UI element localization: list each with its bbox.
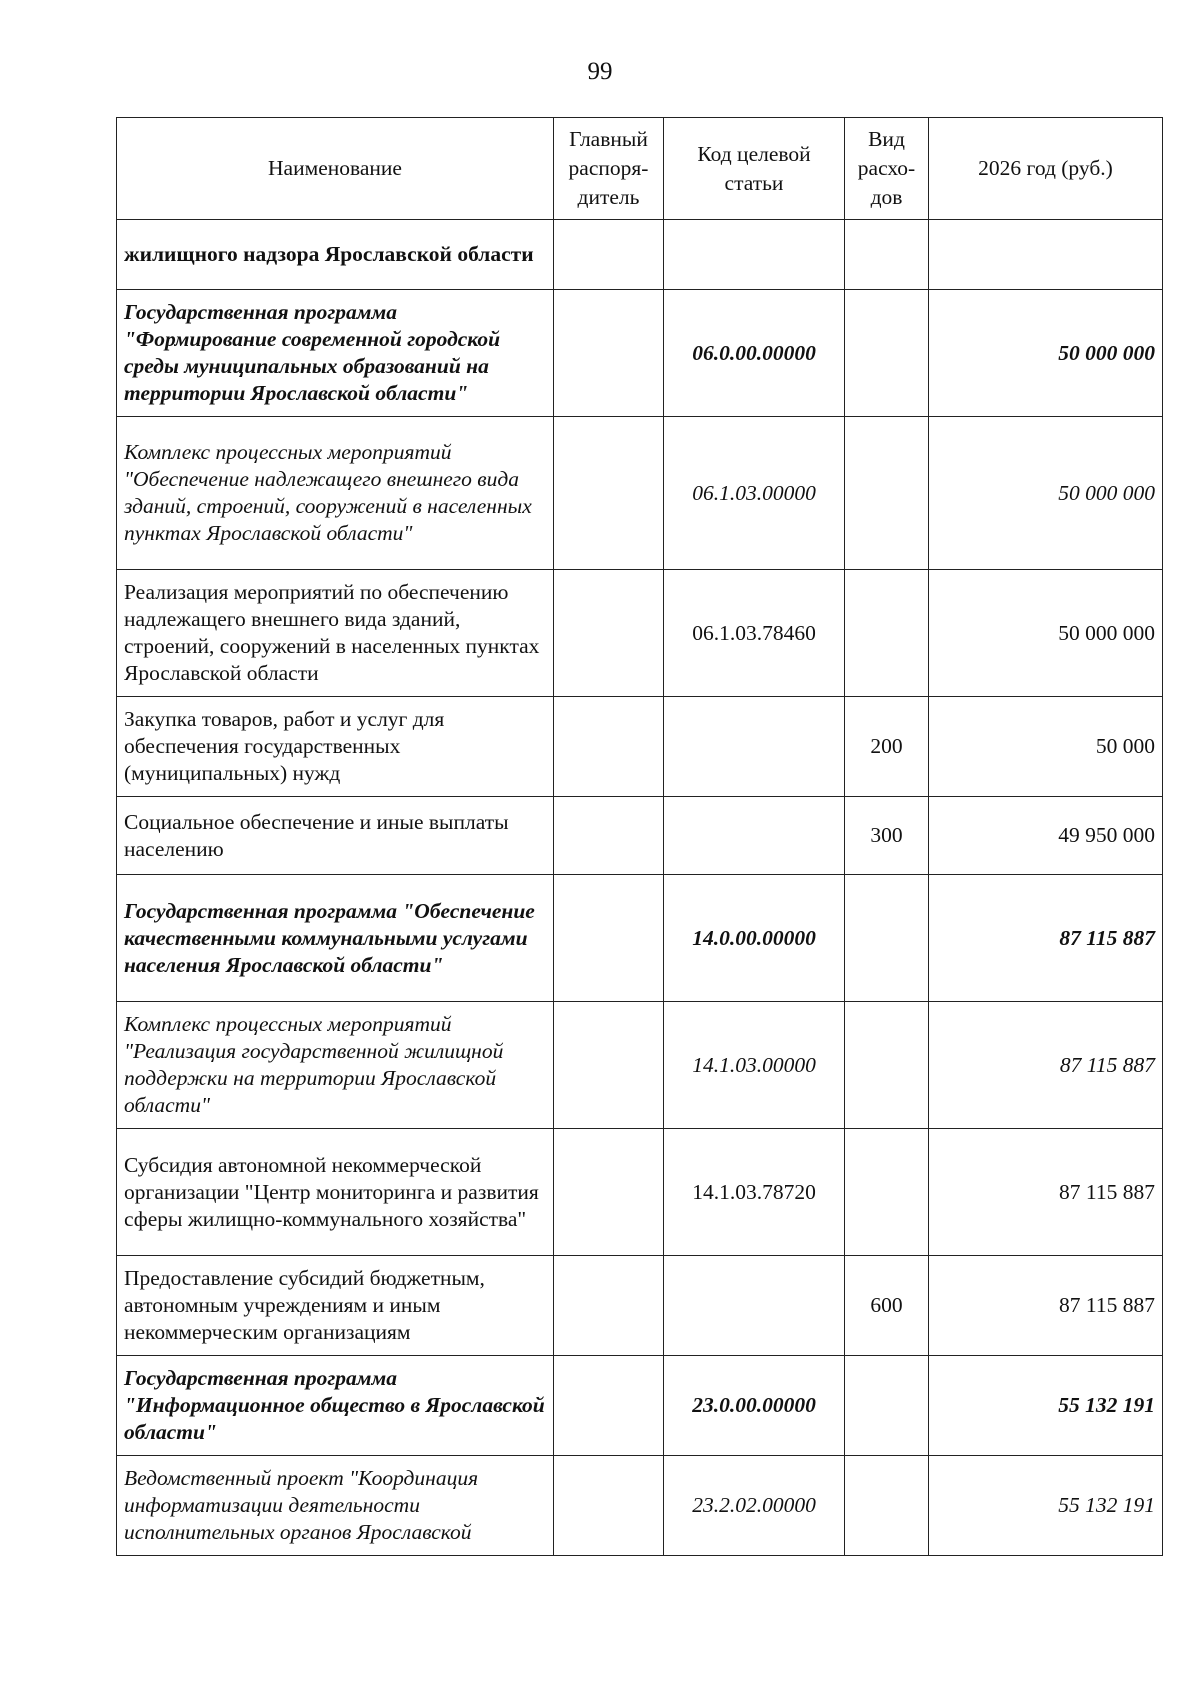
- cell-amount: 50 000 000: [929, 417, 1163, 570]
- cell-code: [664, 220, 845, 290]
- cell-code: [664, 797, 845, 875]
- cell-amount: 50 000 000: [929, 570, 1163, 697]
- header-kind: Вид расхо-дов: [845, 118, 929, 220]
- cell-kind: [845, 290, 929, 417]
- cell-kind: 600: [845, 1256, 929, 1356]
- cell-name: Государственная программа "Обеспечение качественными коммунальными услугами населения Ярославской области": [117, 875, 554, 1002]
- cell-name: Государственная программа "Информационное общество в Ярославской области": [117, 1356, 554, 1456]
- cell-name: жилищного надзора Ярославской области: [117, 220, 554, 290]
- budget-table: [116, 117, 1163, 1556]
- table-row: [117, 697, 1163, 797]
- cell-name: Реализация мероприятий по обеспечению надлежащего внешнего вида зданий, строений, сооружений в населенных пунктах Ярославской области: [117, 570, 554, 697]
- cell-kind: [845, 1356, 929, 1456]
- table-row: [117, 220, 1163, 290]
- cell-code: 23.2.02.00000: [664, 1456, 845, 1556]
- cell-amount: 87 115 887: [929, 1002, 1163, 1129]
- table-row: [117, 1002, 1163, 1129]
- cell-manager: [554, 570, 664, 697]
- table-row: [117, 570, 1163, 697]
- table-row: [117, 1256, 1163, 1356]
- cell-code: 06.0.00.00000: [664, 290, 845, 417]
- cell-manager: [554, 1456, 664, 1556]
- header-manager: Главный распоря-дитель: [554, 118, 664, 220]
- cell-amount: [929, 220, 1163, 290]
- cell-manager: [554, 1256, 664, 1356]
- cell-amount: 87 115 887: [929, 1129, 1163, 1256]
- cell-kind: 300: [845, 797, 929, 875]
- cell-code: 06.1.03.00000: [664, 417, 845, 570]
- table-row: [117, 875, 1163, 1002]
- cell-code: 14.1.03.78720: [664, 1129, 845, 1256]
- table-header-row: [117, 118, 1163, 220]
- cell-code: 06.1.03.78460: [664, 570, 845, 697]
- header-code: Код целевой статьи: [664, 118, 845, 220]
- cell-kind: [845, 1129, 929, 1256]
- cell-amount: 55 132 191: [929, 1356, 1163, 1456]
- cell-code: 14.0.00.00000: [664, 875, 845, 1002]
- cell-manager: [554, 875, 664, 1002]
- header-amount: 2026 год (руб.): [929, 118, 1163, 220]
- cell-kind: [845, 875, 929, 1002]
- cell-manager: [554, 417, 664, 570]
- cell-manager: [554, 797, 664, 875]
- cell-manager: [554, 1129, 664, 1256]
- cell-kind: [845, 1002, 929, 1129]
- table-row: [117, 1356, 1163, 1456]
- cell-code: 23.0.00.00000: [664, 1356, 845, 1456]
- cell-name: Государственная программа "Формирование современной городской среды муниципальных образований на территории Ярославской области": [117, 290, 554, 417]
- cell-amount: 55 132 191: [929, 1456, 1163, 1556]
- cell-kind: [845, 220, 929, 290]
- cell-name: Социальное обеспечение и иные выплаты населению: [117, 797, 554, 875]
- cell-manager: [554, 697, 664, 797]
- cell-name: Субсидия автономной некоммерческой организации "Центр мониторинга и развития сферы жилищно-коммунального хозяйства": [117, 1129, 554, 1256]
- cell-name: Ведомственный проект "Координация информатизации деятельности исполнительных органов Ярославской: [117, 1456, 554, 1556]
- page-number: 99: [587, 58, 613, 85]
- cell-code: [664, 1256, 845, 1356]
- cell-amount: 50 000 000: [929, 290, 1163, 417]
- cell-name: Предоставление субсидий бюджетным, автономным учреждениям и иным некоммерческим организациям: [117, 1256, 554, 1356]
- cell-manager: [554, 220, 664, 290]
- table-row: [117, 1129, 1163, 1256]
- cell-amount: 87 115 887: [929, 875, 1163, 1002]
- table-row: [117, 417, 1163, 570]
- table-row: [117, 290, 1163, 417]
- cell-name: Закупка товаров, работ и услуг для обеспечения государственных (муниципальных) нужд: [117, 697, 554, 797]
- cell-kind: [845, 417, 929, 570]
- cell-code: 14.1.03.00000: [664, 1002, 845, 1129]
- cell-amount: 87 115 887: [929, 1256, 1163, 1356]
- cell-kind: [845, 570, 929, 697]
- table-row: [117, 1456, 1163, 1556]
- cell-kind: [845, 1456, 929, 1556]
- cell-manager: [554, 1002, 664, 1129]
- cell-amount: 49 950 000: [929, 797, 1163, 875]
- cell-amount: 50 000: [929, 697, 1163, 797]
- cell-manager: [554, 1356, 664, 1456]
- table-row: [117, 797, 1163, 875]
- cell-manager: [554, 290, 664, 417]
- cell-code: [664, 697, 845, 797]
- cell-kind: 200: [845, 697, 929, 797]
- cell-name: Комплекс процессных мероприятий "Обеспечение надлежащего внешнего вида зданий, строений, сооружений в населенных пунктах Ярославской области": [117, 417, 554, 570]
- cell-name: Комплекс процессных мероприятий "Реализация государственной жилищной поддержки на территории Ярославской области": [117, 1002, 554, 1129]
- header-name: Наименование: [117, 118, 554, 220]
